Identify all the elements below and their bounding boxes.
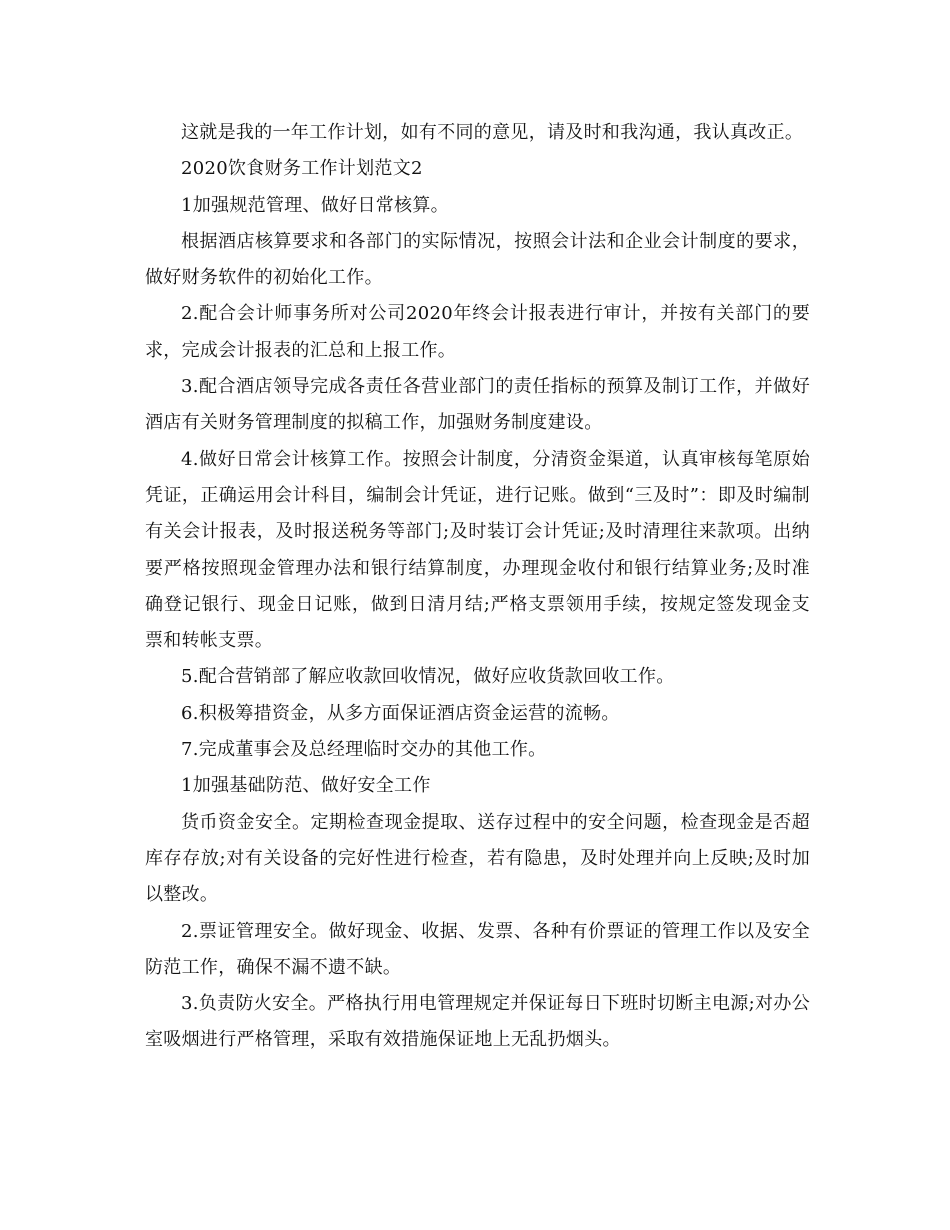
paragraph-item: 2.配合会计师事务所对公司2020年终会计报表进行审计，并按有关部门的要求，完成会计报表的汇总和上报工作。 <box>145 303 810 361</box>
paragraph-item: 5.配合营销部了解应收款回收情况，做好应收货款回收工作。 <box>181 666 675 688</box>
paragraph-item: 3.负责防火安全。严格执行用电管理规定并保证每日下班时切断主电源;对办公室吸烟进行严格管理，采取有效措施保证地上无乱扔烟头。 <box>145 993 810 1051</box>
paragraph-item: 2.票证管理安全。做好现金、收据、发票、各种有价票证的管理工作以及安全防范工作，确保不漏不遗不缺。 <box>145 920 810 978</box>
paragraph-item: 4.做好日常会计核算工作。按照会计制度，分清资金渠道，认真审核每笔原始凭证，正确运用会计科目，编制会计凭证，进行记账。做到“三及时”：即及时编制有关会计报表，及时报送税务等部门;及时装订会计凭证;及时清理往来款项。出纳要严格按照现金管理办法和银行结算制度，办理现金收付和银行结算业务;及时准确登记银行、现金日记账，做到日清月结;严格支票领用手续，按规定签发现金支票和转帐支票。 <box>145 448 810 652</box>
paragraph-closing: 这就是我的一年工作计划，如有不同的意见，请及时和我沟通，我认真改正。 <box>181 122 804 143</box>
paragraph-title: 2020饮食财务工作计划范文2 <box>181 158 423 180</box>
paragraph-item: 根据酒店核算要求和各部门的实际情况，按照会计法和企业会计制度的要求，做好财务软件的初始化工作。 <box>145 230 810 289</box>
paragraph-item: 6.积极筹措资金，从多方面保证酒店资金运营的流畅。 <box>181 702 620 724</box>
paragraph-section-heading: 1加强规范管理、做好日常核算。 <box>181 194 449 216</box>
paragraph-section-heading: 1加强基础防范、做好安全工作 <box>181 775 431 797</box>
paragraph-item: 3.配合酒店领导完成各责任各营业部门的责任指标的预算及制订工作，并做好酒店有关财务管理制度的拟稿工作，加强财务制度建设。 <box>145 376 810 434</box>
paragraph-item: 7.完成董事会及总经理临时交办的其他工作。 <box>181 739 547 761</box>
document-body <box>145 115 810 1059</box>
paragraph-item: 货币资金安全。定期检查现金提取、送存过程中的安全问题，检查现金是否超库存存放;对有关设备的完好性进行检查，若有隐患，及时处理并向上反映;及时加以整改。 <box>145 811 810 906</box>
